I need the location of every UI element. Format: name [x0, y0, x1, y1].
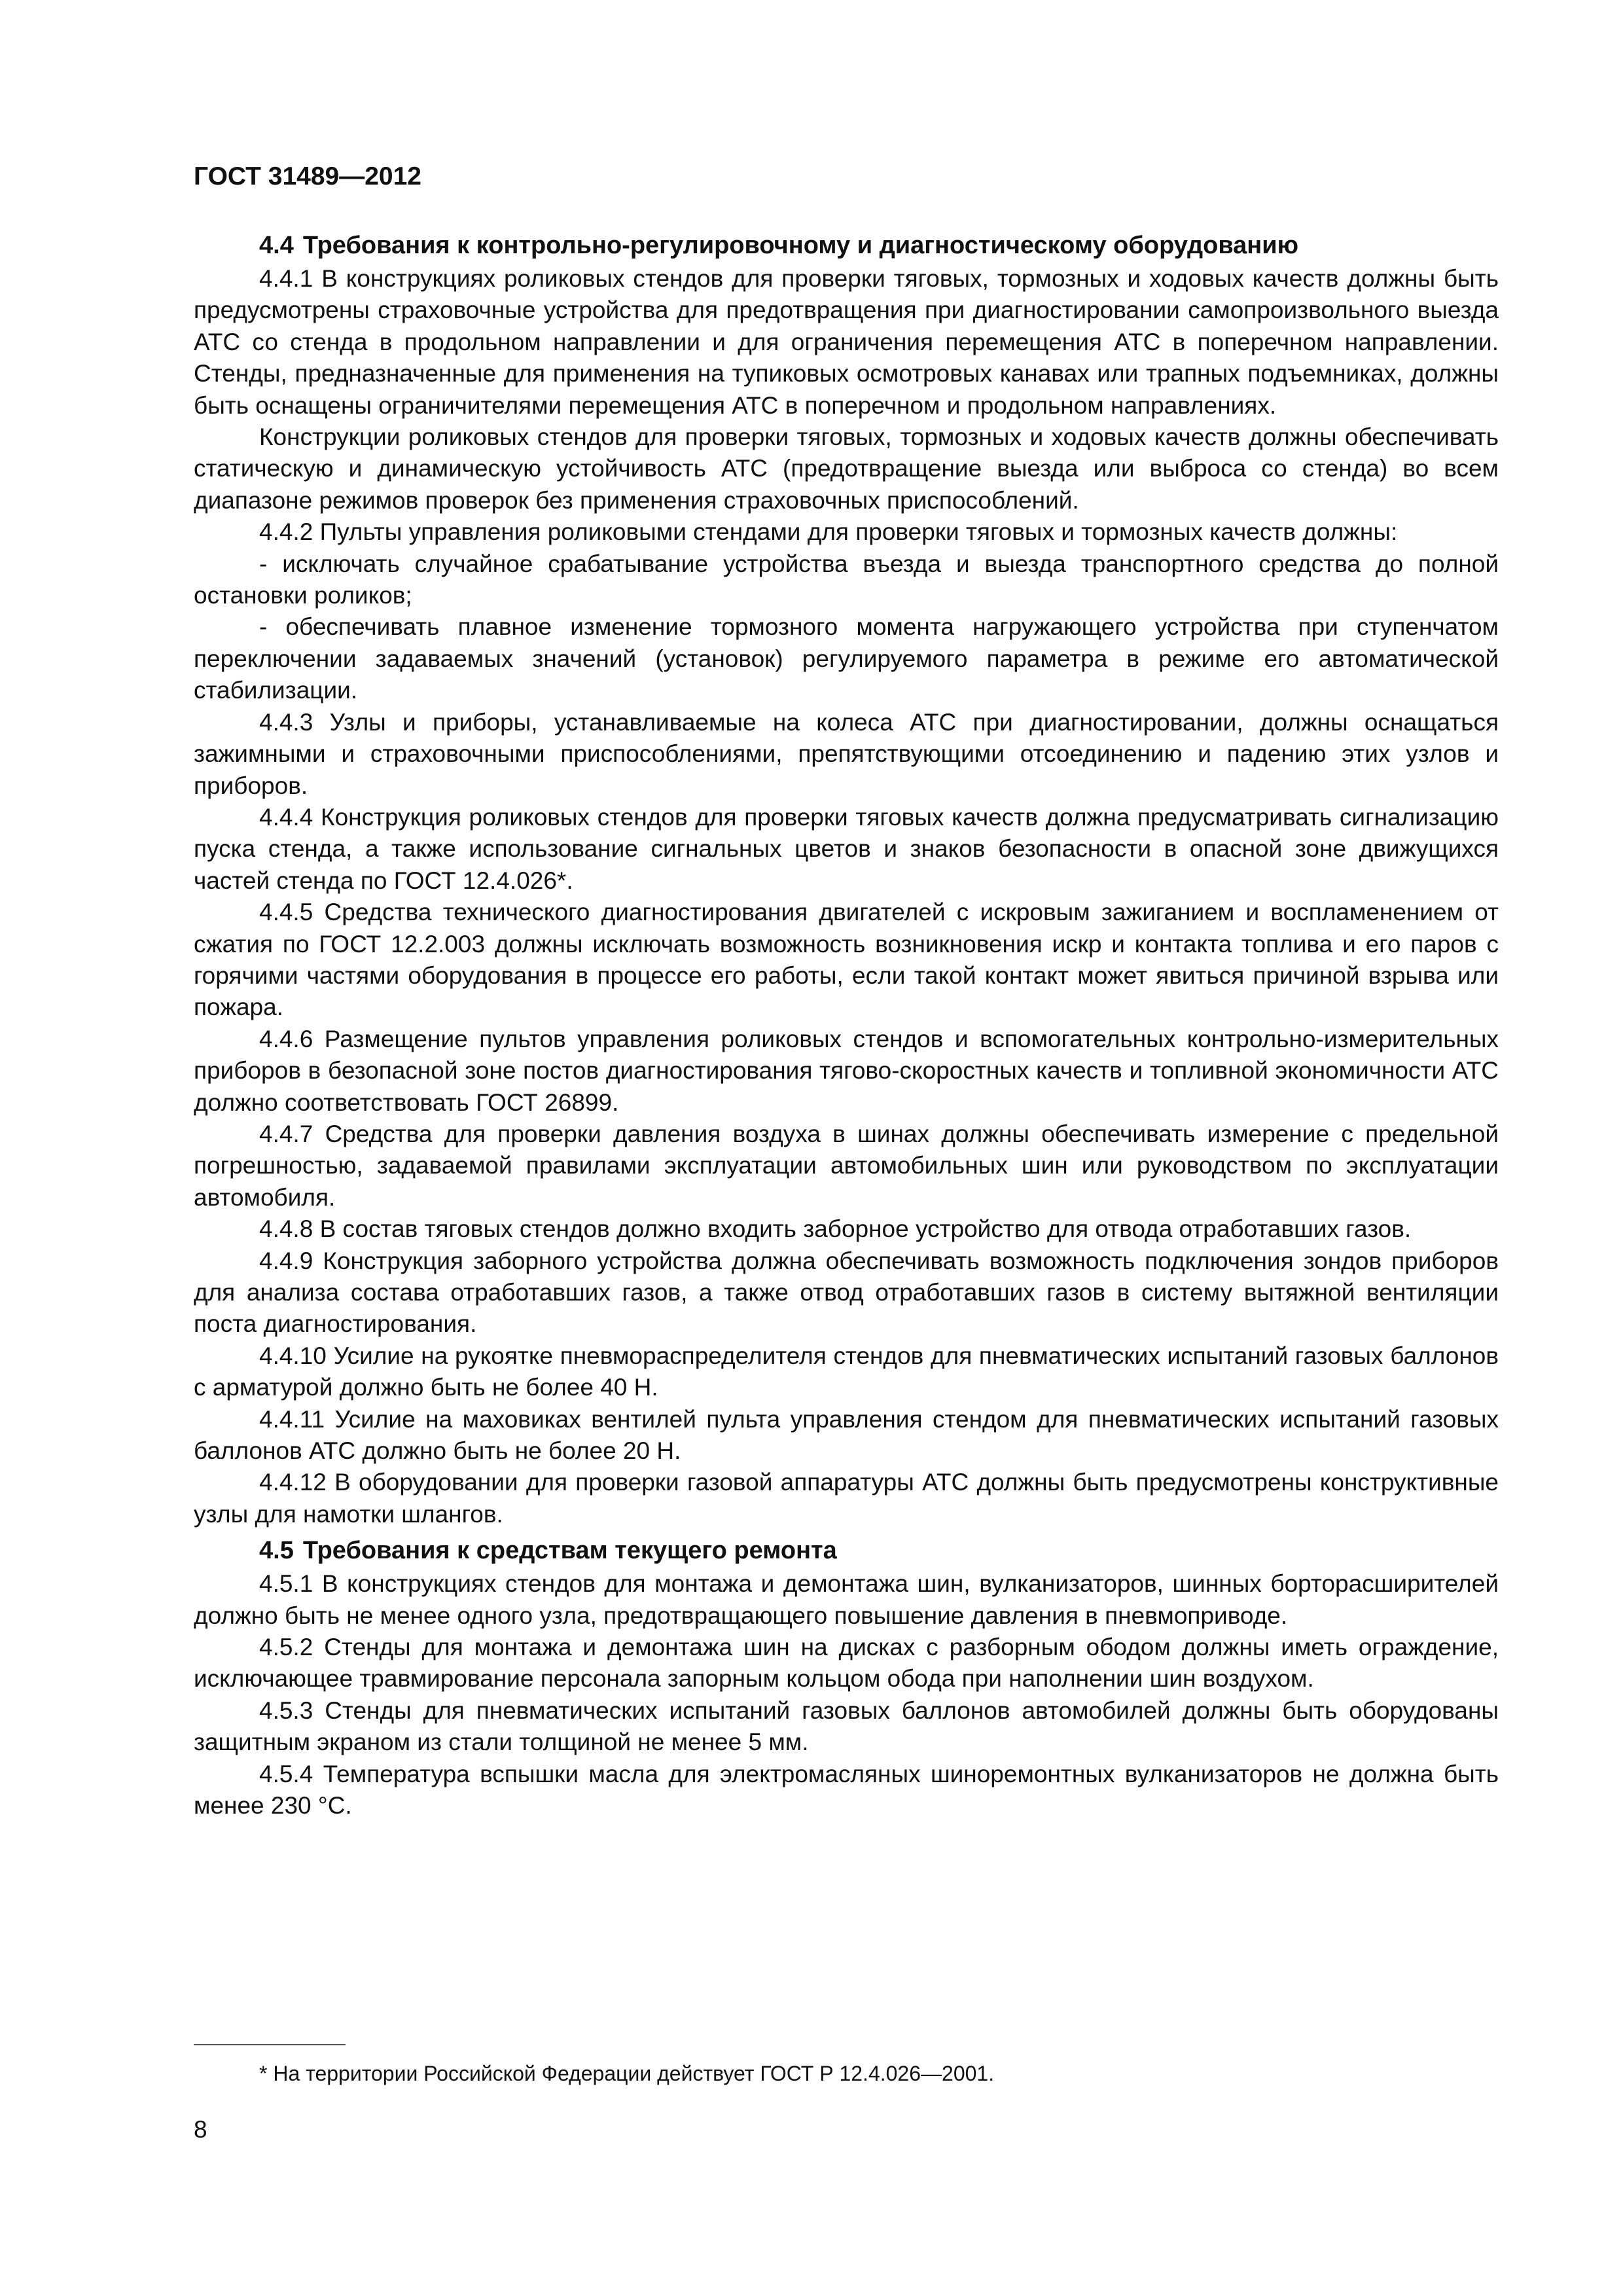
paragraph-4-5-1: 4.5.1 В конструкциях стендов для монтажа и демонтажа шин, вулканизаторов, шинных борторасширителей должно быть не менее одного узла, предотвращающего повышение давления в пневмоприводе. [194, 1570, 1499, 1629]
footnote: * На территории Российской Федерации действует ГОСТ Р 12.4.026—2001. [259, 2062, 995, 2085]
list-item: - обеспечивать плавное изменение тормозного момента нагружающего устройства при ступенчатом переключении задаваемых значений (установок) регулируемого параметра в режиме его автоматической стабилизации. [194, 613, 1499, 704]
footnote-divider [194, 2044, 346, 2045]
paragraph-4-4-10: 4.4.10 Усилие на рукоятке пневмораспределителя стендов для пневматических испытаний газовых баллонов с арматурой должно быть не более 40 Н. [194, 1342, 1499, 1401]
page-number: 8 [194, 2116, 207, 2143]
section-number: 4.5 [259, 1537, 294, 1565]
paragraph-4-4-7: 4.4.7 Средства для проверки давления воздуха в шинах должны обеспечивать измерение с предельной погрешностью, задаваемой правилами эксплуатации автомобильных шин или руководством по эксплуатации автомобиля. [194, 1120, 1499, 1211]
paragraph-4-4-11: 4.4.11 Усилие на маховиках вентилей пульта управления стендом для пневматических испытаний газовых баллонов АТС должно быть не более 20 Н. [194, 1405, 1499, 1465]
paragraph-4-5-2: 4.5.2 Стенды для монтажа и демонтажа шин на дисках с разборным ободом должны иметь ограждение, исключающее травмирование персонала запорным кольцом обода при наполнении шин воздухом. [194, 1634, 1499, 1693]
paragraph-4-4-4: 4.4.4 Конструкция роликовых стендов для проверки тяговых качеств должна предусматривать сигнализацию пуска стенда, а также использование сигнальных цветов и знаков безопасности в опасной зоне движущихся частей стенда по ГОСТ 12.4.026*. [194, 803, 1499, 894]
paragraph-4-4-1: 4.4.1 В конструкциях роликовых стендов для проверки тяговых, тормозных и ходовых качеств должны быть предусмотрены страховочные устройства для предотвращения при диагностировании самопроизвольного выезда АТС со стенда в продольном направлении и для ограничения перемещения АТС в поперечном направлении. Стенды, предназначенные для применения на тупиковых осмотровых канавах или трапных подъемниках, должны быть оснащены ограничителями перемещения АТС в поперечном и продольном направлениях. [194, 265, 1499, 419]
paragraph-4-5-3: 4.5.3 Стенды для пневматических испытаний газовых баллонов автомобилей должны быть оборудованы защитным экраном из стали толщиной не менее 5 мм. [194, 1696, 1499, 1756]
section-number: 4.4 [259, 232, 294, 259]
document-body [194, 228, 1499, 1822]
paragraph-4-4-3: 4.4.3 Узлы и приборы, устанавливаемые на колеса АТС при диагностировании, должны оснащаться зажимными и страховочными приспособлениями, препятствующими отсоединению и падению этих узлов и приборов. [194, 708, 1499, 799]
paragraph-4-4-5: 4.4.5 Средства технического диагностирования двигателей с искровым зажиганием и воспламенением от сжатия по ГОСТ 12.2.003 должны исключать возможность возникновения искр и контакта топлива и его паров с горячими частями оборудования в процессе его работы, если такой контакт может явиться причиной взрыва или пожара. [194, 899, 1499, 1021]
paragraph-4-4-1-cont: Конструкции роликовых стендов для проверки тяговых, тормозных и ходовых качеств должны обеспечивать статическую и динамическую устойчивость АТС (предотвращение выезда или выброса со стенда) во всем диапазоне режимов проверок без применения страховочных приспособлений. [194, 423, 1499, 514]
section-title: Требования к средствам текущего ремонта [302, 1537, 837, 1565]
list-item: - исключать случайное срабатывание устройства въезда и выезда транспортного средства до полной остановки роликов; [194, 550, 1499, 609]
section-heading-4-5 [194, 1533, 1499, 1568]
paragraph-4-5-4: 4.5.4 Температура вспышки масла для электромасляных шиноремонтных вулканизаторов не должна быть менее 230 °С. [194, 1760, 1499, 1820]
document-id-header: ГОСТ 31489—2012 [194, 162, 421, 190]
section-heading-4-4 [194, 228, 1499, 263]
paragraph-4-4-2: 4.4.2 Пульты управления роликовыми стендами для проверки тяговых и тормозных качеств должны: [259, 518, 1398, 546]
section-title: Требования к контрольно-регулировочному и диагностическому оборудованию [302, 232, 1299, 259]
paragraph-4-4-6: 4.4.6 Размещение пультов управления роликовых стендов и вспомогательных контрольно-измерительных приборов в безопасной зоне постов диагностирования тягово-скоростных качеств и топливной экономичности АТС должно соответствовать ГОСТ 26899. [194, 1025, 1499, 1116]
paragraph-4-4-8: 4.4.8 В состав тяговых стендов должно входить заборное устройство для отвода отработавших газов. [259, 1215, 1412, 1243]
paragraph-4-4-12: 4.4.12 В оборудовании для проверки газовой аппаратуры АТС должны быть предусмотрены конструктивные узлы для намотки шлангов. [194, 1469, 1499, 1528]
paragraph-4-4-9: 4.4.9 Конструкция заборного устройства должна обеспечивать возможность подключения зондов приборов для анализа состава отработавших газов, а также отвод отработавших газов в систему вытяжной вентиляции поста диагностирования. [194, 1247, 1499, 1338]
